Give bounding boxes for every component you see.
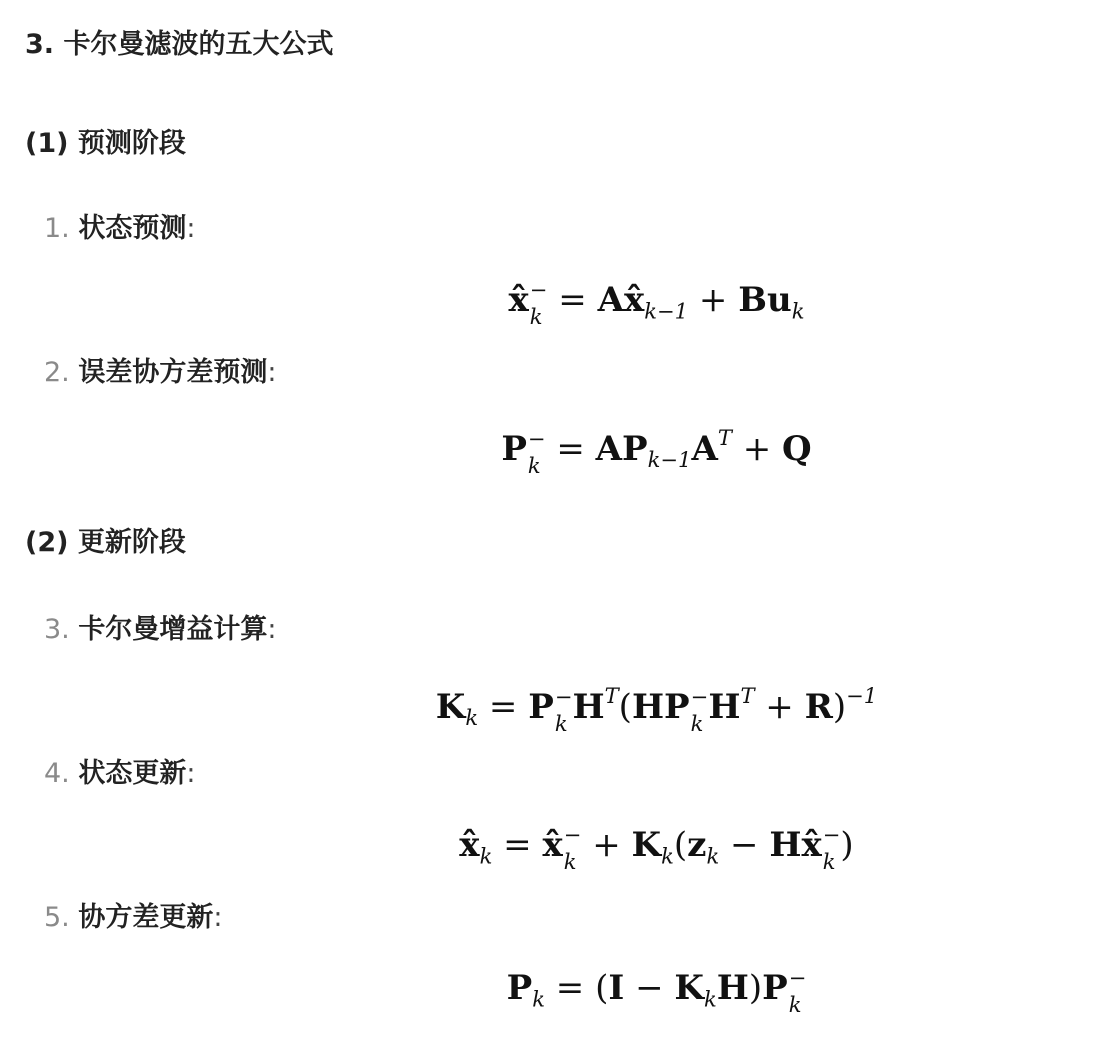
list-label: 卡尔曼增益计算 — [78, 614, 268, 645]
list-number: 3. — [44, 614, 70, 645]
list-number: 5. — [44, 902, 70, 933]
list-colon: : — [186, 213, 196, 244]
predict-heading: (1) 预测阶段 — [25, 128, 186, 159]
list-item-kalman-gain — [44, 607, 276, 646]
list-item-state-update — [44, 751, 195, 790]
list-label: 状态预测 — [78, 213, 187, 244]
list-colon: : — [267, 614, 277, 645]
update-heading: (2) 更新阶段 — [25, 527, 186, 558]
list-label: 协方差更新 — [78, 902, 214, 933]
list-label: 状态更新 — [78, 758, 187, 789]
list-item-covariance-predict — [44, 350, 276, 389]
section-title: 3. 卡尔曼滤波的五大公式 — [25, 29, 334, 60]
formula-covariance-predict: P − k = $AP_{k-1}A^T + Q$ — [501, 425, 812, 478]
formula-state-update: $x̂_k$ = x̂ − k + $K_k(z_k$ − Hx̂ − k ) — [459, 821, 854, 874]
list-number: 1. — [44, 213, 70, 244]
formula-covariance-update: $P_k = (I - K_kH)P$ − k — [506, 964, 807, 1017]
list-colon: : — [267, 357, 277, 388]
list-item-state-predict — [44, 206, 195, 245]
list-item-covariance-update — [44, 895, 222, 934]
list-label: 误差协方差预测 — [78, 357, 268, 388]
formula-state-predict: x̂ − k = $Ax̂_{k-1} + Bu_k$ — [508, 276, 805, 329]
list-number: 2. — [44, 357, 70, 388]
list-number: 4. — [44, 758, 70, 789]
formula-kalman-gain: $K_k = P$ − k $H^T(HP$ − k $H^T + R)^{-1}$ — [435, 683, 878, 736]
list-colon: : — [213, 902, 223, 933]
list-colon: : — [186, 758, 196, 789]
